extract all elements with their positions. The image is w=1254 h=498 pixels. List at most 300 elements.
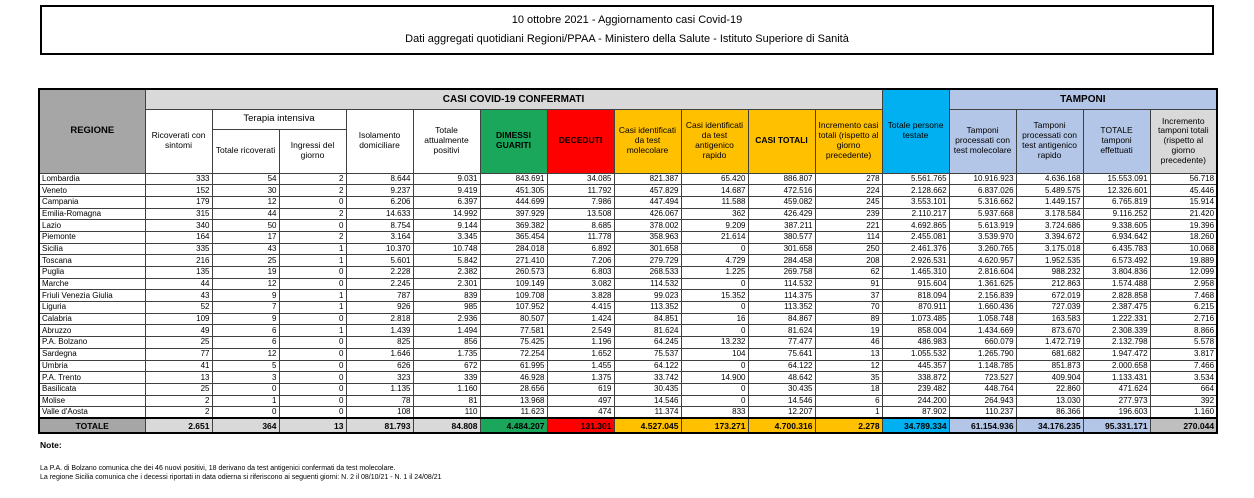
value-cell: 2.156.839 <box>949 290 1016 302</box>
value-cell: 9.419 <box>413 185 480 197</box>
value-cell: 392 <box>1150 395 1217 407</box>
value-cell: 5.937.668 <box>949 208 1016 220</box>
value-cell: 113.352 <box>748 302 815 314</box>
value-cell: 19 <box>212 267 279 279</box>
value-cell: 2.716 <box>1150 313 1217 325</box>
value-cell: 14.900 <box>681 372 748 384</box>
value-cell: 3.817 <box>1150 348 1217 360</box>
value-cell: 0 <box>681 383 748 395</box>
value-cell: 723.527 <box>949 372 1016 384</box>
value-cell: 4.415 <box>547 302 614 314</box>
value-cell: 80.507 <box>480 313 547 325</box>
value-cell: 3.828 <box>547 290 614 302</box>
value-cell: 15.553.091 <box>1083 173 1150 185</box>
value-cell: 95.331.171 <box>1083 418 1150 433</box>
value-cell: 362 <box>681 208 748 220</box>
value-cell: 1 <box>212 395 279 407</box>
region-name: Piemonte <box>39 231 145 243</box>
value-cell: 672.019 <box>1016 290 1083 302</box>
value-cell: 486.983 <box>882 337 949 349</box>
value-cell: 1.073.485 <box>882 313 949 325</box>
value-cell: 1 <box>815 407 882 419</box>
value-cell: 870.911 <box>882 302 949 314</box>
value-cell: 1.160 <box>1150 407 1217 419</box>
value-cell: 2.308.339 <box>1083 325 1150 337</box>
value-cell: 1.135 <box>346 383 413 395</box>
value-cell: 4.484.207 <box>480 418 547 433</box>
value-cell: 664 <box>1150 383 1217 395</box>
value-cell: 34.789.334 <box>882 418 949 433</box>
value-cell: 81 <box>413 395 480 407</box>
value-cell: 358.963 <box>614 231 681 243</box>
value-cell: 2 <box>145 407 212 419</box>
value-cell: 75.641 <box>748 348 815 360</box>
value-cell: 301.658 <box>614 243 681 255</box>
value-cell: 109.708 <box>480 290 547 302</box>
value-cell: 448.764 <box>949 383 1016 395</box>
value-cell: 0 <box>279 372 346 384</box>
value-cell: 49 <box>145 325 212 337</box>
value-cell: 45.446 <box>1150 185 1217 197</box>
value-cell: 1.439 <box>346 325 413 337</box>
value-cell: 114.375 <box>748 290 815 302</box>
value-cell: 1.055.532 <box>882 348 949 360</box>
value-cell: 56.718 <box>1150 173 1217 185</box>
value-cell: 12 <box>212 278 279 290</box>
value-cell: 2 <box>279 185 346 197</box>
value-cell: 2 <box>279 231 346 243</box>
table-row <box>39 383 1217 395</box>
value-cell: 378.002 <box>614 220 681 232</box>
value-cell: 2.228 <box>346 267 413 279</box>
table-row <box>39 243 1217 255</box>
value-cell: 451.305 <box>480 185 547 197</box>
value-cell: 8.754 <box>346 220 413 232</box>
value-cell: 12.099 <box>1150 267 1217 279</box>
value-cell: 988.232 <box>1016 267 1083 279</box>
col-header-attualmente-positivi: Totale attualmente positivi <box>413 109 480 173</box>
value-cell: 444.699 <box>480 196 547 208</box>
value-cell: 873.670 <box>1016 325 1083 337</box>
value-cell: 626 <box>346 360 413 372</box>
value-cell: 37 <box>815 290 882 302</box>
value-cell: 1.494 <box>413 325 480 337</box>
value-cell: 387.211 <box>748 220 815 232</box>
value-cell: 61.154.936 <box>949 418 1016 433</box>
value-cell: 269.758 <box>748 267 815 279</box>
value-cell: 10.068 <box>1150 243 1217 255</box>
value-cell: 9.338.605 <box>1083 220 1150 232</box>
col-header-casi-totali: CASI TOTALI <box>748 109 815 173</box>
value-cell: 0 <box>279 348 346 360</box>
value-cell: 0 <box>681 325 748 337</box>
value-cell: 619 <box>547 383 614 395</box>
value-cell: 284.458 <box>748 255 815 267</box>
value-cell: 64.122 <box>614 360 681 372</box>
value-cell: 64.122 <box>748 360 815 372</box>
value-cell: 12.207 <box>748 407 815 419</box>
value-cell: 886.807 <box>748 173 815 185</box>
value-cell: 1 <box>279 325 346 337</box>
value-cell: 84.867 <box>748 313 815 325</box>
value-cell: 9.116.252 <box>1083 208 1150 220</box>
value-cell: 46 <box>815 337 882 349</box>
value-cell: 4.700.316 <box>748 418 815 433</box>
table-row <box>39 337 1217 349</box>
value-cell: 65.420 <box>681 173 748 185</box>
table-row <box>39 185 1217 197</box>
value-cell: 1.424 <box>547 313 614 325</box>
value-cell: 25 <box>145 337 212 349</box>
value-cell: 2.926.531 <box>882 255 949 267</box>
col-header-isolamento-domiciliare: Isolamento domiciliare <box>346 109 413 173</box>
value-cell: 0 <box>279 383 346 395</box>
value-cell: 497 <box>547 395 614 407</box>
value-cell: 13 <box>279 418 346 433</box>
value-cell: 21.614 <box>681 231 748 243</box>
value-cell: 833 <box>681 407 748 419</box>
value-cell: 114.532 <box>748 278 815 290</box>
value-cell: 33.742 <box>614 372 681 384</box>
value-cell: 447.494 <box>614 196 681 208</box>
value-cell: 84.851 <box>614 313 681 325</box>
value-cell: 52 <box>145 302 212 314</box>
value-cell: 2.549 <box>547 325 614 337</box>
value-cell: 9.144 <box>413 220 480 232</box>
value-cell: 14.687 <box>681 185 748 197</box>
value-cell: 25 <box>212 255 279 267</box>
value-cell: 1.058.748 <box>949 313 1016 325</box>
value-cell: 409.904 <box>1016 372 1083 384</box>
value-cell: 3.175.018 <box>1016 243 1083 255</box>
value-cell: 2.958 <box>1150 278 1217 290</box>
value-cell: 0 <box>681 278 748 290</box>
value-cell: 7.468 <box>1150 290 1217 302</box>
value-cell: 364 <box>212 418 279 433</box>
value-cell: 3.534 <box>1150 372 1217 384</box>
value-cell: 2.301 <box>413 278 480 290</box>
value-cell: 6.206 <box>346 196 413 208</box>
value-cell: 15.914 <box>1150 196 1217 208</box>
value-cell: 3.178.584 <box>1016 208 1083 220</box>
value-cell: 278 <box>815 173 882 185</box>
table-row <box>39 348 1217 360</box>
value-cell: 61.995 <box>480 360 547 372</box>
value-cell: 25 <box>145 383 212 395</box>
value-cell: 0 <box>279 337 346 349</box>
value-cell: 0 <box>279 313 346 325</box>
value-cell: 369.382 <box>480 220 547 232</box>
value-cell: 1.148.785 <box>949 360 1016 372</box>
value-cell: 163.583 <box>1016 313 1083 325</box>
region-name: Umbria <box>39 360 145 372</box>
group-header-tamponi: TAMPONI <box>949 89 1217 109</box>
value-cell: 216 <box>145 255 212 267</box>
table-container <box>38 88 1218 434</box>
value-cell: 5.842 <box>413 255 480 267</box>
value-cell: 62 <box>815 267 882 279</box>
value-cell: 6.435.783 <box>1083 243 1150 255</box>
totale-row <box>39 418 1217 433</box>
value-cell: 2.110.217 <box>882 208 949 220</box>
value-cell: 1.735 <box>413 348 480 360</box>
region-name: Toscana <box>39 255 145 267</box>
value-cell: 1.133.431 <box>1083 372 1150 384</box>
value-cell: 818.094 <box>882 290 949 302</box>
title-box <box>40 5 1214 55</box>
value-cell: 284.018 <box>480 243 547 255</box>
value-cell: 0 <box>212 407 279 419</box>
value-cell: 260.573 <box>480 267 547 279</box>
value-cell: 1.449.157 <box>1016 196 1083 208</box>
value-cell: 426.429 <box>748 208 815 220</box>
value-cell: 323 <box>346 372 413 384</box>
value-cell: 9.031 <box>413 173 480 185</box>
value-cell: 457.829 <box>614 185 681 197</box>
value-cell: 459.082 <box>748 196 815 208</box>
value-cell: 91 <box>815 278 882 290</box>
region-name: Puglia <box>39 267 145 279</box>
value-cell: 915.604 <box>882 278 949 290</box>
region-name: Basilicata <box>39 383 145 395</box>
value-cell: 11.623 <box>480 407 547 419</box>
value-cell: 13.030 <box>1016 395 1083 407</box>
col-header-incremento-tamponi: Incremento tamponi totali (rispetto al giorno precedente) <box>1150 109 1217 173</box>
value-cell: 43 <box>212 243 279 255</box>
value-cell: 14.992 <box>413 208 480 220</box>
value-cell: 2.132.798 <box>1083 337 1150 349</box>
value-cell: 239 <box>815 208 882 220</box>
value-cell: 3.539.970 <box>949 231 1016 243</box>
value-cell: 6.837.026 <box>949 185 1016 197</box>
value-cell: 114 <box>815 231 882 243</box>
notes-label: Note: <box>40 440 62 450</box>
region-name: Valle d'Aosta <box>39 407 145 419</box>
table-row <box>39 372 1217 384</box>
value-cell: 727.039 <box>1016 302 1083 314</box>
region-name: Friuli Venezia Giulia <box>39 290 145 302</box>
table-row <box>39 208 1217 220</box>
table-row <box>39 255 1217 267</box>
value-cell: 5.613.919 <box>949 220 1016 232</box>
value-cell: 268.533 <box>614 267 681 279</box>
value-cell: 7.206 <box>547 255 614 267</box>
value-cell: 926 <box>346 302 413 314</box>
value-cell: 10.916.923 <box>949 173 1016 185</box>
value-cell: 4.692.865 <box>882 220 949 232</box>
value-cell: 19 <box>815 325 882 337</box>
value-cell: 239.482 <box>882 383 949 395</box>
value-cell: 75.425 <box>480 337 547 349</box>
value-cell: 86.366 <box>1016 407 1083 419</box>
value-cell: 445.357 <box>882 360 949 372</box>
region-name: Calabria <box>39 313 145 325</box>
region-name: P.A. Trento <box>39 372 145 384</box>
value-cell: 2.000.658 <box>1083 360 1150 372</box>
value-cell: 50 <box>212 220 279 232</box>
value-cell: 1.222.331 <box>1083 313 1150 325</box>
title-line-1: 10 ottobre 2021 - Aggiornamento casi Covid-19 <box>511 14 743 26</box>
value-cell: 6.215 <box>1150 302 1217 314</box>
value-cell: 18.260 <box>1150 231 1217 243</box>
value-cell: 6 <box>212 325 279 337</box>
value-cell: 81.624 <box>748 325 815 337</box>
value-cell: 339 <box>413 372 480 384</box>
table-row <box>39 360 1217 372</box>
table-row <box>39 196 1217 208</box>
value-cell: 5 <box>212 360 279 372</box>
value-cell: 212.863 <box>1016 278 1083 290</box>
value-cell: 109.149 <box>480 278 547 290</box>
value-cell: 114.532 <box>614 278 681 290</box>
value-cell: 110 <box>413 407 480 419</box>
value-cell: 11.374 <box>614 407 681 419</box>
value-cell: 9.237 <box>346 185 413 197</box>
value-cell: 2.128.662 <box>882 185 949 197</box>
value-cell: 43 <box>145 290 212 302</box>
value-cell: 77 <box>145 348 212 360</box>
value-cell: 110.237 <box>949 407 1016 419</box>
value-cell: 6.934.642 <box>1083 231 1150 243</box>
value-cell: 474 <box>547 407 614 419</box>
value-cell: 30.435 <box>614 383 681 395</box>
region-name: Molise <box>39 395 145 407</box>
value-cell: 44 <box>145 278 212 290</box>
value-cell: 0 <box>279 220 346 232</box>
value-cell: 8.866 <box>1150 325 1217 337</box>
value-cell: 109 <box>145 313 212 325</box>
value-cell: 1.375 <box>547 372 614 384</box>
value-cell: 8.644 <box>346 173 413 185</box>
value-cell: 1 <box>279 255 346 267</box>
value-cell: 5.561.765 <box>882 173 949 185</box>
value-cell: 14.633 <box>346 208 413 220</box>
value-cell: 4.620.957 <box>949 255 1016 267</box>
value-cell: 1 <box>279 302 346 314</box>
value-cell: 3.724.686 <box>1016 220 1083 232</box>
value-cell: 4.636.168 <box>1016 173 1083 185</box>
region-name: Lombardia <box>39 173 145 185</box>
value-cell: 660.079 <box>949 337 1016 349</box>
value-cell: 250 <box>815 243 882 255</box>
value-cell: 13 <box>815 348 882 360</box>
value-cell: 2 <box>279 173 346 185</box>
value-cell: 6 <box>212 337 279 349</box>
value-cell: 221 <box>815 220 882 232</box>
value-cell: 14.546 <box>614 395 681 407</box>
table-row <box>39 173 1217 185</box>
value-cell: 277.973 <box>1083 395 1150 407</box>
value-cell: 1.434.669 <box>949 325 1016 337</box>
value-cell: 108 <box>346 407 413 419</box>
value-cell: 164 <box>145 231 212 243</box>
value-cell: 3 <box>212 372 279 384</box>
col-header-casi-test-antigenico: Casi identificati da test antigenico rapido <box>681 109 748 173</box>
value-cell: 14.546 <box>748 395 815 407</box>
value-cell: 244.200 <box>882 395 949 407</box>
value-cell: 35 <box>815 372 882 384</box>
table-header <box>39 89 1217 173</box>
value-cell: 856 <box>413 337 480 349</box>
value-cell: 1.574.488 <box>1083 278 1150 290</box>
value-cell: 28.656 <box>480 383 547 395</box>
value-cell: 78 <box>346 395 413 407</box>
value-cell: 5.578 <box>1150 337 1217 349</box>
value-cell: 19.396 <box>1150 220 1217 232</box>
value-cell: 1.952.535 <box>1016 255 1083 267</box>
value-cell: 30.435 <box>748 383 815 395</box>
col-header-tamponi-antigenico: Tamponi processati con test antigenico rapido <box>1016 109 1083 173</box>
value-cell: 99.023 <box>614 290 681 302</box>
title-line-2: Dati aggregati quotidiani Regioni/PPAA - Ministero della Salute - Istituto Superiore di Sanità <box>405 33 849 45</box>
value-cell: 264.943 <box>949 395 1016 407</box>
table-row <box>39 267 1217 279</box>
value-cell: 6.397 <box>413 196 480 208</box>
value-cell: 301.658 <box>748 243 815 255</box>
value-cell: 9 <box>212 313 279 325</box>
value-cell: 15.352 <box>681 290 748 302</box>
value-cell: 821.387 <box>614 173 681 185</box>
value-cell: 81.793 <box>346 418 413 433</box>
region-name: Abruzzo <box>39 325 145 337</box>
col-header-persone-testate: Totale persone testate <box>882 89 949 173</box>
value-cell: 0 <box>681 395 748 407</box>
totale-label: TOTALE <box>39 418 145 433</box>
value-cell: 3.804.836 <box>1083 267 1150 279</box>
value-cell: 279.729 <box>614 255 681 267</box>
table-body <box>39 173 1217 433</box>
value-cell: 1.660.436 <box>949 302 1016 314</box>
value-cell: 333 <box>145 173 212 185</box>
col-header-deceduti: DECEDUTI <box>547 109 614 173</box>
value-cell: 7.986 <box>547 196 614 208</box>
value-cell: 54 <box>212 173 279 185</box>
value-cell: 107.952 <box>480 302 547 314</box>
table-row <box>39 290 1217 302</box>
value-cell: 13.968 <box>480 395 547 407</box>
region-name: Sardegna <box>39 348 145 360</box>
value-cell: 1.225 <box>681 267 748 279</box>
value-cell: 81.624 <box>614 325 681 337</box>
value-cell: 6.765.819 <box>1083 196 1150 208</box>
value-cell: 2.461.376 <box>882 243 949 255</box>
value-cell: 472.516 <box>748 185 815 197</box>
value-cell: 2.828.858 <box>1083 290 1150 302</box>
value-cell: 16 <box>681 313 748 325</box>
value-cell: 839 <box>413 290 480 302</box>
value-cell: 0 <box>279 407 346 419</box>
value-cell: 208 <box>815 255 882 267</box>
value-cell: 77.477 <box>748 337 815 349</box>
value-cell: 21.420 <box>1150 208 1217 220</box>
value-cell: 113.352 <box>614 302 681 314</box>
value-cell: 426.067 <box>614 208 681 220</box>
value-cell: 104 <box>681 348 748 360</box>
value-cell: 858.004 <box>882 325 949 337</box>
value-cell: 152 <box>145 185 212 197</box>
value-cell: 3.553.101 <box>882 196 949 208</box>
value-cell: 8.685 <box>547 220 614 232</box>
col-header-ti-totale-ricoverati: Totale ricoverati <box>212 129 279 173</box>
value-cell: 681.682 <box>1016 348 1083 360</box>
value-cell: 843.691 <box>480 173 547 185</box>
value-cell: 7 <box>212 302 279 314</box>
col-header-dimessi-guariti: DIMESSI GUARITI <box>480 109 547 173</box>
value-cell: 34.085 <box>547 173 614 185</box>
value-cell: 131.301 <box>547 418 614 433</box>
value-cell: 2.278 <box>815 418 882 433</box>
value-cell: 135 <box>145 267 212 279</box>
